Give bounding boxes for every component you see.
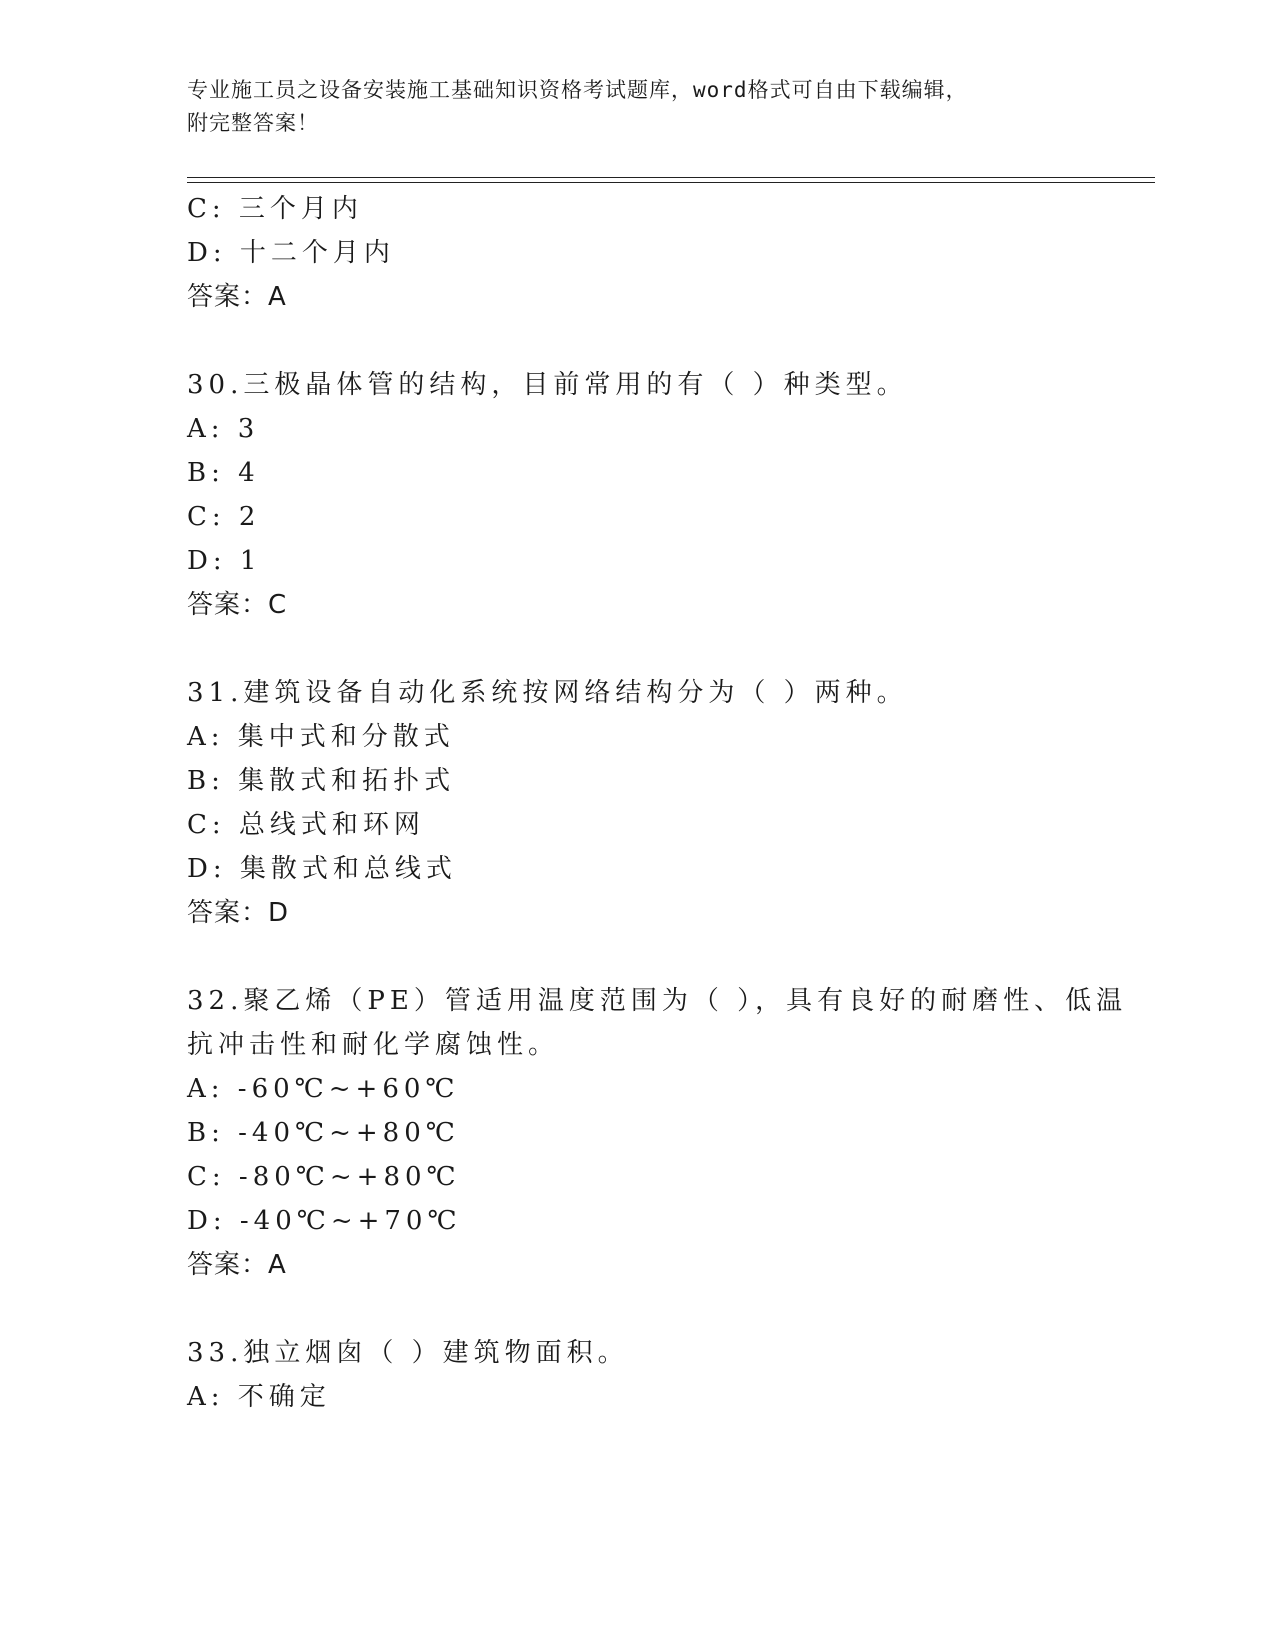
q32-option-d: D: -40℃~+70℃ [187,1206,462,1236]
q30-option-d: D: 1 [187,546,262,576]
q32-question-line-1: 32.聚乙烯（PE）管适用温度范围为（ ），具有良好的耐磨性、低温 [187,986,1128,1016]
q30-option-a: A: 3 [187,414,260,444]
q31-option-a: A: 集中式和分散式 [187,722,455,752]
q32-option-a: A: -60℃~+60℃ [187,1074,460,1104]
q29-answer: 答案：A [187,282,287,312]
q31-option-b: B: 集散式和拓扑式 [187,766,456,796]
q33-question: 33.独立烟囱（ ）建筑物面积。 [187,1338,629,1368]
q29-option-d: D: 十二个月内 [187,238,395,268]
q30-question: 30.三极晶体管的结构，目前常用的有（ ）种类型。 [187,370,908,400]
header-line-2: 附完整答案！ [187,111,319,135]
q33-option-a: A: 不确定 [187,1382,331,1412]
q31-option-d: D: 集散式和总线式 [187,854,457,884]
q32-option-b: B: -40℃~+80℃ [187,1118,460,1148]
q31-answer: 答案：D [187,898,290,928]
document-header [187,74,1087,140]
q31-option-c: C: 总线式和环网 [187,810,425,840]
q32-option-c: C: -80℃~+80℃ [187,1162,461,1192]
q29-option-c: C: 三个月内 [187,194,363,224]
q31-question: 31.建筑设备自动化系统按网络结构分为（ ）两种。 [187,678,908,708]
q32-answer: 答案：A [187,1250,287,1280]
q30-option-b: B: 4 [187,458,260,488]
q32-question-line-2: 抗冲击性和耐化学腐蚀性。 [187,1030,560,1060]
q30-option-c: C: 2 [187,502,261,532]
header-divider-top [187,177,1155,178]
header-line-1: 专业施工员之设备安装施工基础知识资格考试题库，word格式可自由下载编辑， [187,78,968,102]
q30-answer: 答案：C [187,590,288,620]
header-divider-bottom [187,182,1155,183]
